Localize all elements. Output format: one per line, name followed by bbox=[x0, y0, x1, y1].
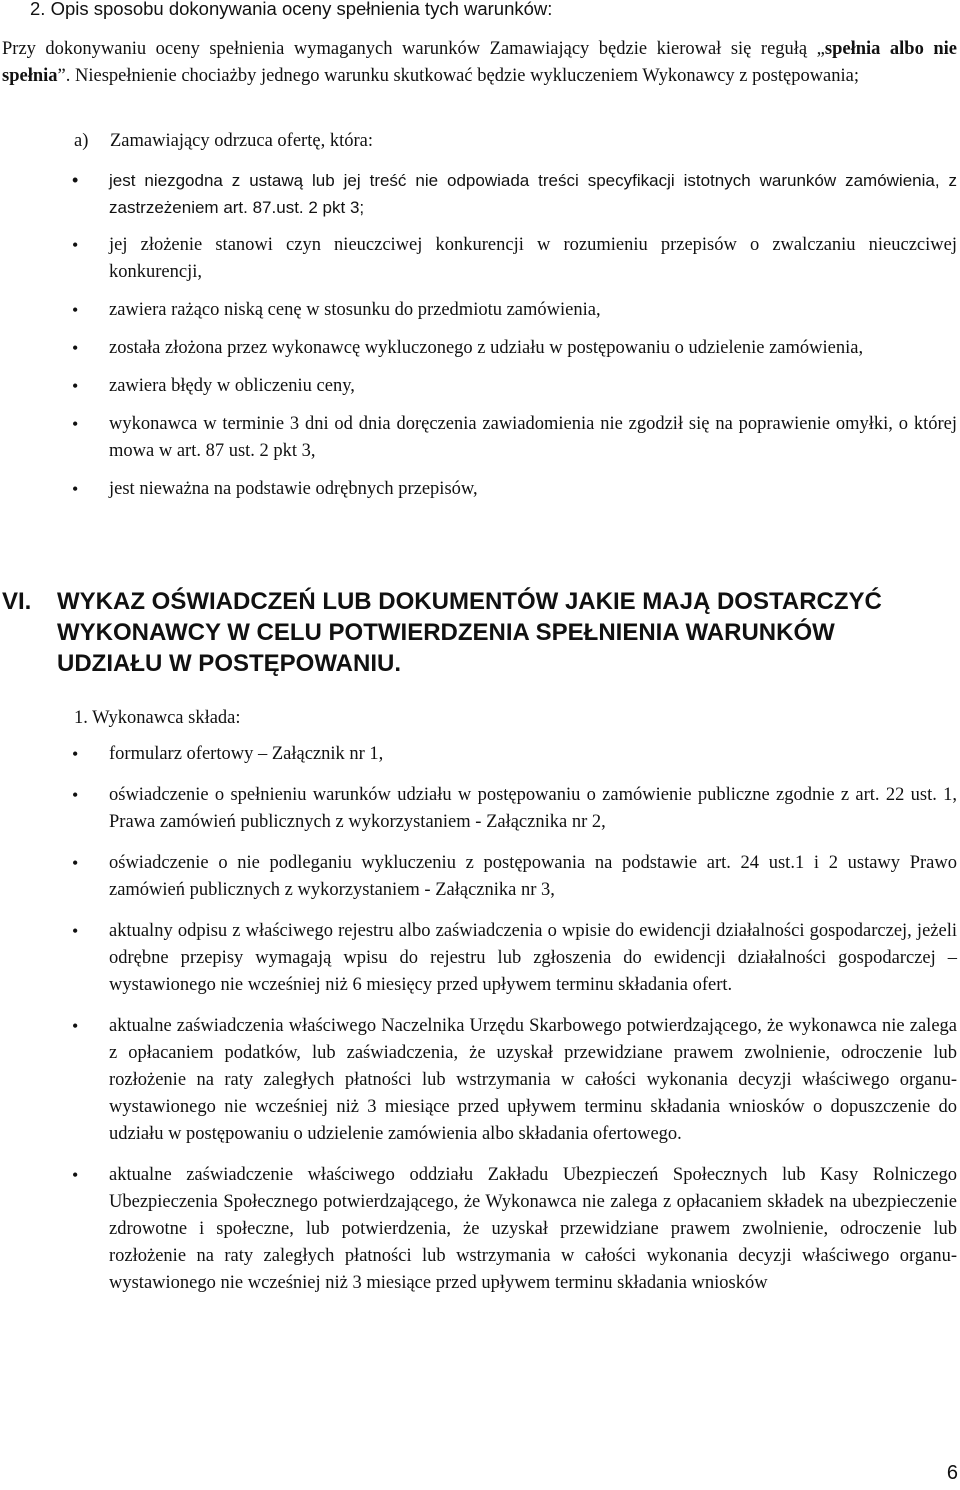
list-item: • jej złożenie stanowi czyn nieuczciwej konkurencji w rozumieniu przepisów o zwalczaniu nieuczciwej konkurencji, bbox=[0, 232, 960, 286]
list-item: • formularz ofertowy – Załącznik nr 1, bbox=[0, 741, 960, 768]
bullet-icon: • bbox=[72, 376, 79, 396]
point-a bbox=[74, 128, 373, 155]
list-item: • jest nieważna na podstawie odrębnych przepisów, bbox=[0, 476, 960, 503]
point-a-text: Zamawiający odrzuca ofertę, która: bbox=[110, 131, 373, 151]
intro-paragraph bbox=[2, 36, 957, 90]
reject-conditions-list bbox=[0, 167, 960, 514]
list-item: • aktualne zaświadczenie właściwego oddziału Zakładu Ubezpieczeń Społecznych lub Kasy Rolniczego Ubezpieczenia Społecznego potwierdzającego, że Wykonawca nie zalega z opłacaniem składek na ubezpieczenie zdrowotne i społeczne, lub potwierdzenia, że uzyskał przewidziane prawem zwolnienie, odroczenie lub rozłożenie na raty zaległych płatności lub wstrzymania w całości wykonania decyzji właściwego organu-wystawionego nie wcześniej niż 3 miesiące przed upływem terminu składania wniosków bbox=[0, 1162, 960, 1297]
bullet-icon: • bbox=[72, 1165, 79, 1185]
list-item: • aktualne zaświadczenia właściwego Naczelnika Urzędu Skarbowego potwierdzającego, że wykonawca nie zalega z opłacaniem podatków, lub zaświadczenia, że uzyskał przewidziane prawem zwolnienie, odroczenie lub rozłożenie na raty zaległych płatności lub wstrzymania w całości wykonania decyzji właściwego organu-wystawionego nie wcześniej niż 3 miesiące przed upływem terminu składania wniosków o dopuszczenie do udziału w postępowaniu o udzielenie zamówienia albo składania ofertowego. bbox=[0, 1013, 960, 1148]
section-title: WYKAZ OŚWIADCZEŃ LUB DOKUMENTÓW JAKIE MAJĄ DOSTARCZYĆ WYKONAWCY W CELU POTWIERDZENIA SPEŁNIENIA WARUNKÓW UDZIAŁU W POSTĘPOWANIU. bbox=[57, 588, 882, 677]
point-a-label: a) bbox=[74, 131, 89, 151]
list-item: • oświadczenie o spełnieniu warunków udziału w postępowaniu o zamówienie publiczne zgodnie z art. 22 ust. 1, Prawa zamówień publicznych z wykorzystaniem - Załącznika nr 2, bbox=[0, 782, 960, 836]
required-documents-list bbox=[0, 741, 960, 1311]
submission-label: 1. Wykonawca składa: bbox=[74, 708, 241, 728]
intro-text-1: Przy dokonywaniu oceny spełnienia wymaganych warunków Zamawiający będzie kierował się regułą „ bbox=[2, 39, 825, 59]
list-item: • wykonawca w terminie 3 dni od dnia doręczenia zawiadomienia nie zgodził się na poprawienie omyłki, o której mowa w art. 87 ust. 2 pkt 3, bbox=[0, 411, 960, 465]
bullet-icon: • bbox=[72, 170, 79, 190]
list-item: • jest niezgodna z ustawą lub jej treść nie odpowiada treści specyfikacji istotnych warunków zamówienia, z zastrzeżeniem art. 87.ust. 2 pkt 3; bbox=[0, 167, 960, 221]
list-item: • oświadczenie o nie podleganiu wykluczeniu z postępowania na podstawie art. 24 ust.1 i 2 ustawy Prawo zamówień publicznych z wykorzystaniem - Załącznika nr 3, bbox=[0, 850, 960, 904]
bullet-icon: • bbox=[72, 853, 79, 873]
bullet-icon: • bbox=[72, 785, 79, 805]
list-item: • została złożona przez wykonawcę wykluczonego z udziału w postępowaniu o udzielenie zamówienia, bbox=[0, 335, 960, 362]
bullet-icon: • bbox=[72, 1016, 79, 1036]
bullet-icon: • bbox=[72, 338, 79, 358]
bullet-icon: • bbox=[72, 414, 79, 434]
bullet-icon: • bbox=[72, 921, 79, 941]
list-item: • zawiera błędy w obliczeniu ceny, bbox=[0, 373, 960, 400]
bullet-icon: • bbox=[72, 744, 79, 764]
list-item: • aktualny odpisu z właściwego rejestru albo zaświadczenia o wpisie do ewidencji działalności gospodarczej, jeżeli odrębne przepisy wymagają wpisu do rejestru lub zgłoszenia do ewidencji działalności gospodarczej – wystawionego nie wcześniej niż 6 miesięcy przed upływem terminu składania ofert. bbox=[0, 918, 960, 999]
list-item: • zawiera rażąco niską cenę w stosunku do przedmiotu zamówienia, bbox=[0, 297, 960, 324]
bullet-icon: • bbox=[72, 235, 79, 255]
section-2-heading: 2. Opis sposobu dokonywania oceny spełnienia tych warunków: bbox=[30, 0, 553, 19]
intro-text-2: ”. Niespełnienie chociażby jednego warunku skutkować będzie wykluczeniem Wykonawcy z postępowania; bbox=[57, 66, 860, 86]
section-number: VI. bbox=[2, 588, 32, 615]
page-number: 6 bbox=[946, 1462, 958, 1484]
bullet-icon: • bbox=[72, 300, 79, 320]
intro-bold-rule: spełnia albo nie spełnia bbox=[2, 39, 958, 86]
bullet-icon: • bbox=[72, 479, 79, 499]
